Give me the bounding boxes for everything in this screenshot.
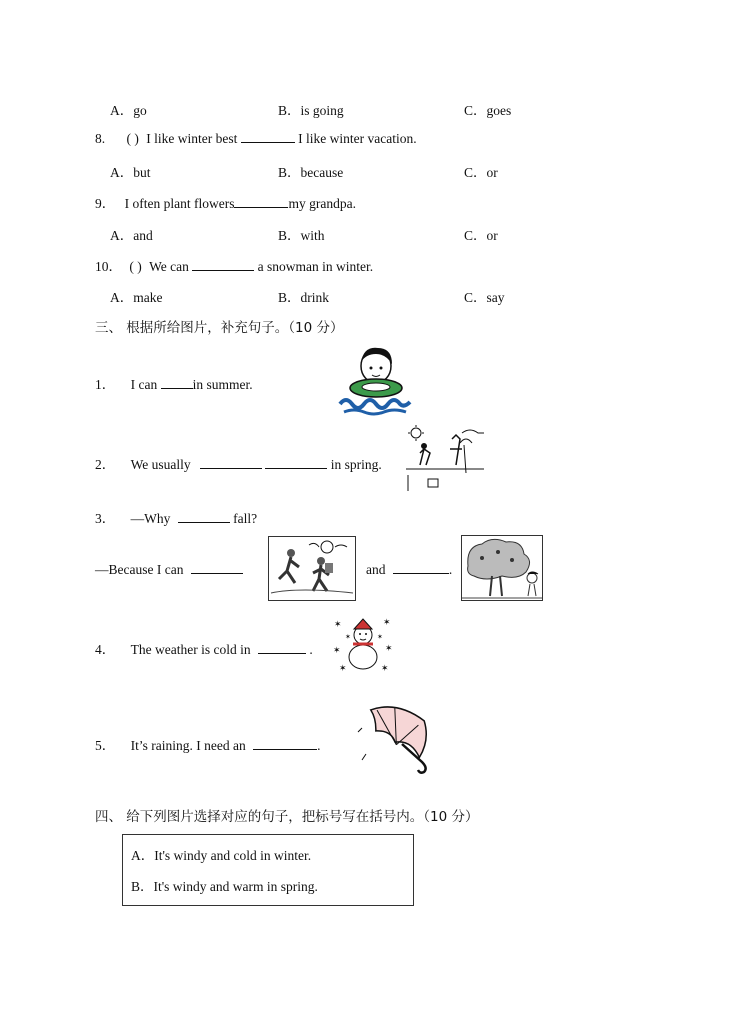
s3-item-3b-blank-1[interactable]	[191, 561, 243, 574]
s3-item-3b-text1: —Because I can	[95, 562, 184, 577]
s3-item-3b-end	[366, 561, 452, 578]
q8-option-b: B．because	[278, 165, 344, 180]
svg-text:✶: ✶	[385, 643, 393, 653]
q10-text1: We can	[149, 259, 189, 274]
svg-text:✶: ✶	[377, 633, 383, 641]
q9-option-a: A．and	[110, 228, 153, 243]
s3-item-3b-text2: and	[366, 562, 386, 577]
q9-number: 9．	[95, 196, 116, 211]
s3-item-5-text1: It’s raining. I need an	[130, 738, 246, 753]
q10-line	[95, 255, 373, 275]
q8-number: 8.	[95, 131, 106, 146]
s3-item-2-number: 2．	[95, 457, 116, 472]
q9-line	[95, 192, 356, 212]
svg-text:✶: ✶	[381, 663, 389, 673]
q10-blank[interactable]	[192, 258, 254, 271]
s3-item-3b-blank-2[interactable]	[393, 561, 449, 574]
s3-item-5-blank[interactable]	[253, 737, 317, 750]
answer-options-box	[122, 834, 414, 906]
s3-item-3-number: 3．	[95, 511, 116, 526]
q8-text2: I like winter vacation.	[298, 131, 417, 146]
q8-blank[interactable]	[241, 130, 295, 143]
s3-item-4-text2: .	[309, 642, 313, 657]
s3-item-1	[95, 373, 253, 393]
q10-number: 10．	[95, 259, 122, 274]
q10-paren: ( )	[129, 259, 142, 274]
q10-option-c: C．say	[464, 290, 505, 305]
q9-text2: my grandpa.	[288, 196, 356, 211]
s3-item-5	[95, 734, 320, 754]
planting-trees-image	[404, 425, 486, 493]
q8-option-a: A．but	[110, 165, 151, 180]
kite-flying-image	[268, 536, 356, 601]
svg-text:✶: ✶	[333, 645, 341, 655]
q8-option-c: C．or	[464, 165, 498, 180]
s3-item-5-number: 5．	[95, 738, 116, 753]
s3-item-3-text1: —Why	[130, 511, 171, 526]
svg-text:✶: ✶	[345, 633, 351, 641]
q7-option-b: B．is going	[278, 103, 344, 118]
s3-item-3	[95, 507, 257, 527]
s3-item-4-number: 4．	[95, 642, 116, 657]
s3-item-1-number: 1．	[95, 377, 116, 392]
s3-item-3b-start	[95, 561, 243, 578]
q10-text2: a snowman in winter.	[257, 259, 374, 274]
s3-item-4-text1: The weather is cold in	[130, 642, 251, 657]
swimming-boy-image	[334, 342, 414, 416]
picking-fruit-image	[461, 535, 543, 601]
s3-item-2-text2: in spring.	[330, 457, 382, 472]
s3-item-2	[95, 453, 382, 473]
s3-item-1-blank[interactable]	[161, 376, 193, 389]
svg-text:✶: ✶	[383, 617, 391, 627]
s3-item-4	[95, 638, 313, 658]
svg-text:✶: ✶	[334, 619, 342, 629]
s3-item-1-text2: in summer.	[192, 377, 253, 392]
s3-item-1-text1: I can	[130, 377, 158, 392]
umbrella-image	[356, 704, 436, 778]
q8-paren: ( )	[126, 131, 139, 146]
snowman-image	[331, 617, 395, 675]
s3-item-3-blank[interactable]	[178, 510, 230, 523]
q10-option-a: A．make	[110, 290, 163, 305]
q9-option-b: B．with	[278, 228, 325, 243]
s3-item-2-blank-1[interactable]	[200, 456, 262, 469]
section4-title: 四、 给下列图片选择对应的句子，把标号写在括号内。（10 分）	[95, 809, 479, 825]
q10-option-b: B．drink	[278, 290, 330, 305]
option-b: B．It's windy and warm in spring.	[131, 879, 318, 894]
svg-text:✶: ✶	[339, 663, 347, 673]
s3-item-2-text1: We usually	[130, 457, 191, 472]
s3-item-5-text2: .	[317, 738, 321, 753]
option-a: A．It's windy and cold in winter.	[131, 848, 312, 863]
s3-item-2-blank-2[interactable]	[265, 456, 327, 469]
q7-option-c: C．goes	[464, 103, 512, 118]
s3-item-3b-text3: .	[448, 562, 453, 577]
section3-title: 三、 根据所给图片，补充句子。（10 分）	[95, 320, 344, 336]
q9-option-c: C．or	[464, 228, 498, 243]
q8-text1: I like winter best	[146, 131, 238, 146]
s3-item-3-text2: fall?	[233, 511, 258, 526]
q8-line	[95, 130, 417, 147]
q9-text1: I often plant flowers	[124, 196, 235, 211]
q9-blank[interactable]	[234, 195, 288, 208]
s3-item-4-blank[interactable]	[258, 641, 306, 654]
q7-option-a: A．go	[110, 103, 147, 118]
